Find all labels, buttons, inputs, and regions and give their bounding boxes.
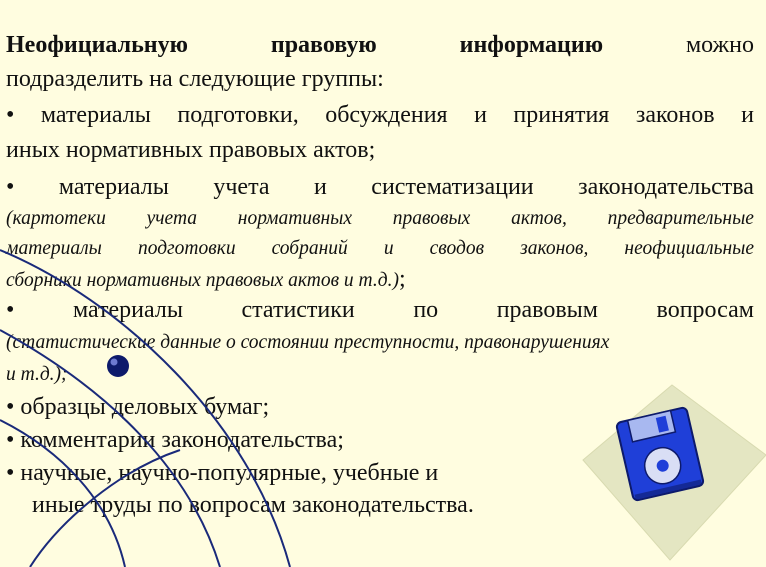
intro-word: можно — [685, 32, 754, 58]
word: материалы — [58, 174, 169, 200]
word: и — [313, 174, 327, 200]
intro-line-1 — [6, 32, 754, 59]
list-item-3-note-line-2: и т.д.); — [6, 364, 68, 385]
word: принятия — [513, 102, 610, 128]
list-item-6-line-1: • научные, научно-популярные, учебные и — [6, 460, 439, 486]
word: подготовки, — [177, 102, 299, 128]
word: учета — [213, 174, 270, 200]
intro-word: информацию — [459, 32, 604, 58]
word: вопросам — [656, 297, 754, 323]
word: предварительные — [607, 208, 754, 229]
word: законов, — [520, 238, 589, 259]
list-item-1-line-2: иных нормативных правовых актов; — [6, 137, 376, 163]
word: сводов — [429, 238, 485, 259]
list-item-2-line-1 — [6, 174, 754, 201]
word: и — [383, 238, 394, 259]
word: материалы — [72, 297, 183, 323]
word: систематизации — [371, 174, 534, 200]
intro-line-2: подразделить на следующие группы: — [6, 66, 384, 92]
word: законодательства — [578, 174, 754, 200]
word: собраний — [271, 238, 348, 259]
word: и — [741, 102, 754, 128]
word: правовым — [496, 297, 598, 323]
list-item-4: • образцы деловых бумаг; — [6, 394, 270, 420]
word: законов — [635, 102, 715, 128]
bullet: • — [6, 174, 15, 200]
list-item-6-line-2: иные труды по вопросам законодательства. — [32, 492, 474, 518]
word: материалы — [40, 102, 151, 128]
word: статистики — [241, 297, 355, 323]
word: нормативных — [237, 208, 353, 229]
list-item-2-note-line-1 — [6, 208, 754, 230]
list-item-1-line-1 — [6, 102, 754, 129]
list-item-2-note-line-2 — [6, 238, 754, 260]
list-item-3-note-line-1: (статистические данные о состоянии преступности, правонарушениях — [6, 332, 610, 353]
word: актов, — [511, 208, 567, 229]
list-item-2-note-line-3 — [6, 266, 406, 293]
word: учета — [146, 208, 198, 229]
word: (картотеки — [6, 208, 106, 229]
intro-word: правовую — [270, 32, 377, 58]
list-item-3-line-1 — [6, 297, 754, 324]
word: подготовки — [137, 238, 236, 259]
word: неофициальные — [624, 238, 754, 259]
word: обсуждения — [325, 102, 448, 128]
note-text: сборники нормативных правовых актов и т.д.) — [6, 270, 399, 291]
punctuation: ; — [398, 266, 406, 292]
word: материалы — [6, 238, 102, 259]
bullet: • — [6, 297, 15, 323]
word: правовых — [392, 208, 471, 229]
intro-word: Неофициальную — [6, 32, 188, 58]
word: по — [413, 297, 439, 323]
word: и — [474, 102, 487, 128]
bullet: • — [6, 102, 15, 128]
list-item-5: • комментарии законодательства; — [6, 427, 344, 453]
